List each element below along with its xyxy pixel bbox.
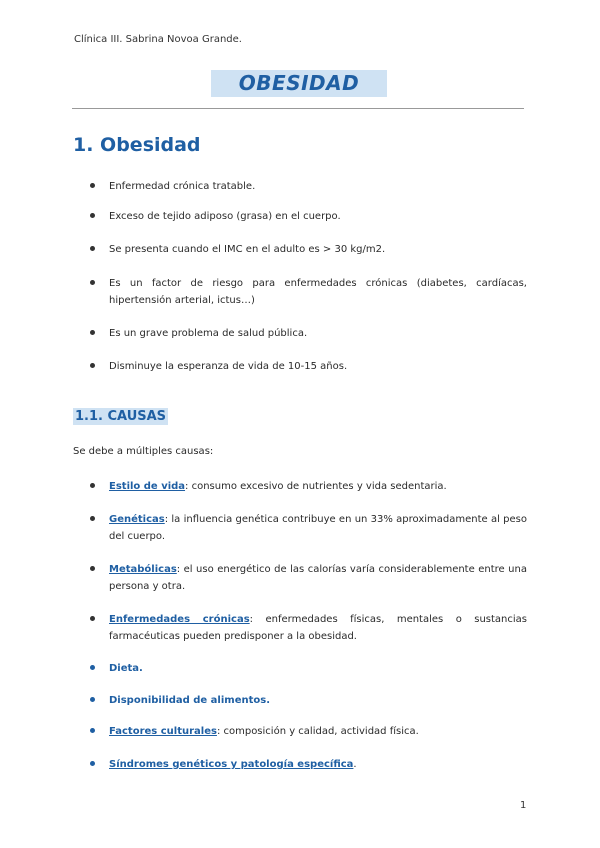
- bullet-icon: [90, 330, 95, 335]
- cause-keyword: Genéticas: [109, 514, 165, 525]
- bullet-icon: [90, 728, 95, 733]
- cause-keyword: Enfermedades crónicas: [109, 614, 250, 625]
- list-item-text: [109, 723, 527, 740]
- bullet-icon: [90, 566, 95, 571]
- list-item-text: Disminuye la esperanza de vida de 10-15 años.: [109, 361, 348, 372]
- bullet-icon: [90, 697, 95, 702]
- section-heading-obesidad: 1. Obesidad: [73, 134, 201, 156]
- bullet-icon: [90, 761, 95, 766]
- list-item-text: Enfermedad crónica tratable.: [109, 181, 256, 192]
- page-header: Clínica III. Sabrina Novoa Grande.: [74, 34, 242, 45]
- bullet-icon: [90, 483, 95, 488]
- list-item-text: Es un factor de riesgo para enfermedades crónicas (diabetes, cardíacas, hipertensión arterial, ictus…): [109, 278, 527, 306]
- page-number: 1: [520, 800, 527, 811]
- document-title: OBESIDAD: [211, 70, 387, 97]
- cause-description: : el uso energético de las calorías varía considerablemente entre una persona y otra.: [109, 564, 527, 592]
- bullet-icon: [90, 516, 95, 521]
- cause-description: .: [353, 759, 357, 770]
- list-item-text: [109, 660, 527, 677]
- list-item-text: [109, 511, 527, 545]
- cause-description: : enfermedades físicas, mentales o sustancias farmacéuticas pueden predisponer a la obesidad.: [109, 614, 528, 642]
- cause-keyword: Dieta.: [109, 663, 143, 674]
- cause-description: : consumo excesivo de nutrientes y vida sedentaria.: [185, 481, 447, 492]
- cause-keyword: Estilo de vida: [109, 481, 186, 492]
- list-item-text: [109, 756, 527, 773]
- bullet-icon: [90, 616, 95, 621]
- list-item-text: [109, 478, 527, 495]
- title-divider: [72, 108, 524, 109]
- cause-keyword: Síndromes genéticos y patología específica: [109, 759, 354, 770]
- bullet-icon: [90, 665, 95, 670]
- cause-description: : la influencia genética contribuye en un 33% aproximadamente al peso del cuerpo.: [109, 514, 527, 542]
- bullet-icon: [90, 280, 95, 285]
- list-item-text: Exceso de tejido adiposo (grasa) en el cuerpo.: [109, 211, 341, 222]
- cause-keyword: Metabólicas: [109, 564, 177, 575]
- list-item-text: Se presenta cuando el IMC en el adulto es > 30 kg/m2.: [109, 244, 386, 255]
- causas-intro: Se debe a múltiples causas:: [73, 446, 214, 457]
- list-item-text: [109, 692, 527, 709]
- cause-keyword: Disponibilidad de alimentos.: [109, 695, 270, 706]
- bullet-icon: [90, 213, 95, 218]
- section-heading-causas: 1.1. CAUSAS: [75, 409, 167, 424]
- bullet-icon: [90, 363, 95, 368]
- list-item-text: [109, 611, 527, 645]
- cause-keyword: Factores culturales: [109, 726, 217, 737]
- bullet-icon: [90, 183, 95, 188]
- bullet-icon: [90, 246, 95, 251]
- list-item-text: [109, 561, 527, 595]
- cause-description: : composición y calidad, actividad física.: [216, 726, 419, 737]
- list-item-text: Es un grave problema de salud pública.: [109, 328, 308, 339]
